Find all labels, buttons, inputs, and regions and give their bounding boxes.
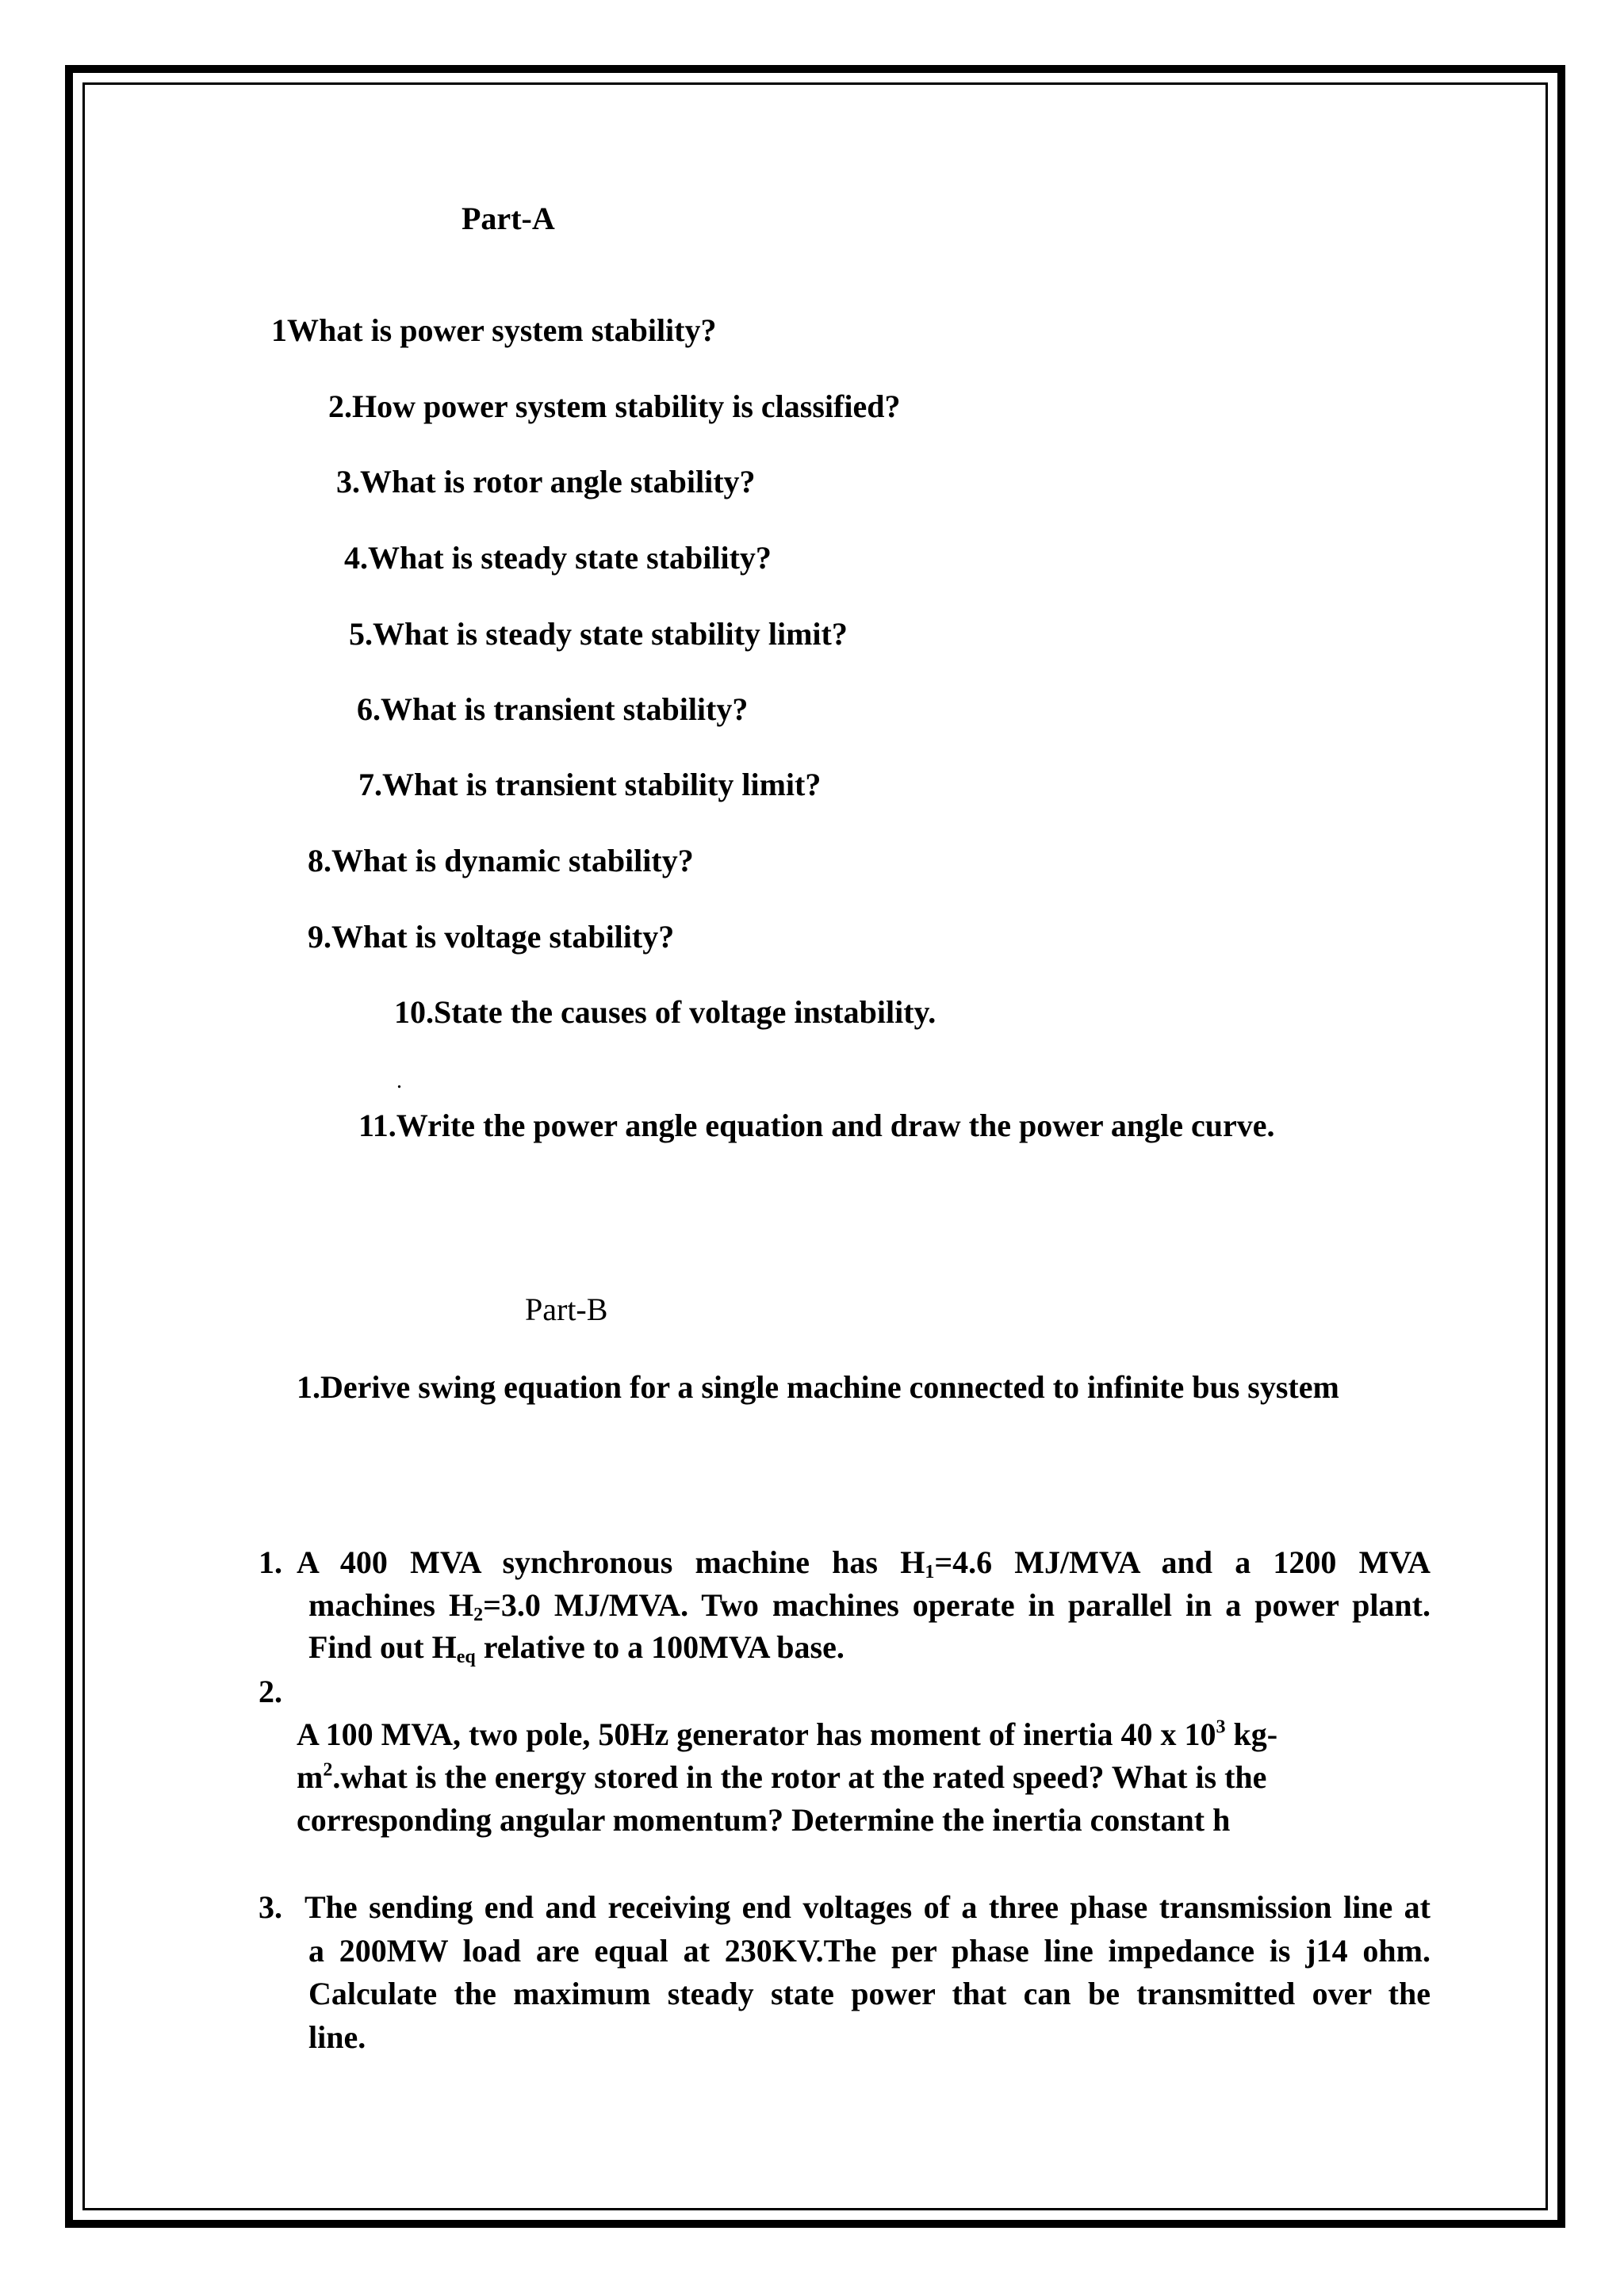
problem-2-number: 2. xyxy=(259,1674,282,1709)
part-a-question-5: 5.What is steady state stability limit? xyxy=(349,616,848,652)
problem-1-line-3: Find out $H_{eq}$ relative to a 100MVA base. xyxy=(308,1629,845,1667)
problem-2-line-3: corresponding angular momentum? Determine the inertia constant h xyxy=(297,1802,1231,1838)
stray-dot: . xyxy=(396,1069,402,1093)
part-a-question-6: 6.What is transient stability? xyxy=(357,691,749,727)
part-b-heading: Part-B xyxy=(525,1292,608,1327)
part-a-question-2: 2.How power system stability is classified? xyxy=(328,388,901,424)
problem-1-line-2: machines $H_2=3.0$ MJ/MVA. Two machines operate in parallel in a power plant. xyxy=(308,1587,1431,1625)
part-a-heading: Part-A xyxy=(462,201,555,236)
problem-3-line-2: a 200MW load are equal at 230KV.The per phase line impedance is j14 ohm. xyxy=(308,1933,1431,1969)
problem-3-line-3: Calculate the maximum steady state power that can be transmitted over the xyxy=(308,1976,1431,2011)
part-a-question-7: 7.What is transient stability limit? xyxy=(358,767,822,802)
part-b-question-1: 1.Derive swing equation for a single machine connected to infinite bus system xyxy=(297,1369,1339,1405)
problem-2-line-1: A 100 MVA, two pole, 50Hz generator has moment of inertia 40 x $10^3$ kg- xyxy=(297,1716,1278,1752)
part-a-question-1: 1What is power system stability? xyxy=(271,312,717,348)
problem-2-line-2: $m^2.what$ is the energy stored in the rotor at the rated speed? What is the xyxy=(297,1759,1267,1795)
part-a-question-3: 3.What is rotor angle stability? xyxy=(336,464,756,499)
part-a-question-10: 10.State the causes of voltage instability. xyxy=(394,994,936,1030)
part-a-question-8: 8.What is dynamic stability? xyxy=(308,843,694,878)
part-a-question-9: 9.What is voltage stability? xyxy=(308,919,675,955)
problem-3-number: 3. xyxy=(259,1889,282,1925)
problem-1-line-1: A 400 MVA synchronous machine has $H_1=4.6$ MJ/MVA and a 1200 MVA xyxy=(297,1544,1431,1582)
part-a-question-4: 4.What is steady state stability? xyxy=(344,540,772,576)
problem-1-number: 1. xyxy=(259,1544,282,1580)
problem-3-line-1: The sending end and receiving end voltages of a three phase transmission line at xyxy=(304,1889,1431,1925)
part-a-question-11: 11.Write the power angle equation and draw the power angle curve. xyxy=(358,1108,1275,1143)
problem-3-line-4: line. xyxy=(308,2019,366,2055)
